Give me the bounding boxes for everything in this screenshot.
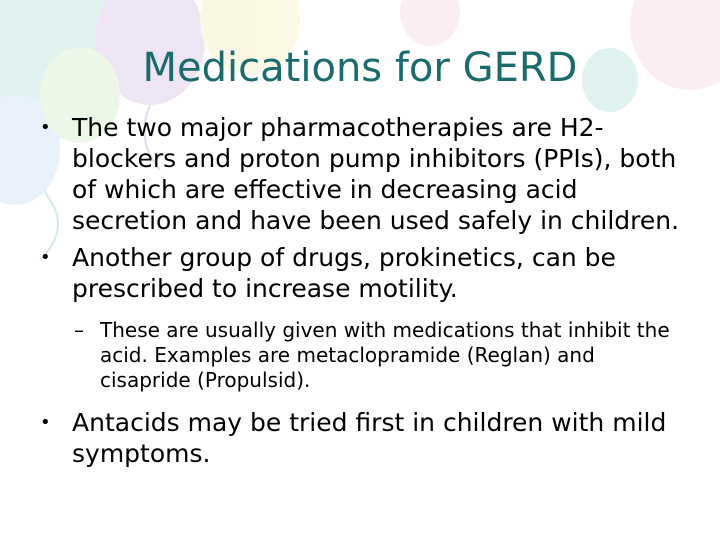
bullet-item	[40, 112, 690, 236]
bullet-text: Antacids may be tried first in children with mild symptoms.	[72, 408, 667, 468]
bullet-text: Another group of drugs, prokinetics, can be prescribed to increase motility.	[72, 243, 616, 303]
balloon-pink	[400, 0, 460, 46]
bullet-marker: •	[40, 247, 51, 268]
sub-bullet-text: These are usually given with medications that inhibit the acid. Examples are metaclopramide (Reglan) and cisapride (Propulsid).	[100, 318, 670, 392]
sub-bullet-marker: –	[74, 318, 84, 342]
bullet-item	[40, 407, 690, 469]
bullet-marker: •	[40, 412, 51, 433]
sub-bullet-item	[40, 318, 690, 393]
bullet-marker: •	[40, 117, 51, 138]
bullet-text: The two major pharmacotherapies are H2-blockers and proton pump inhibitors (PPIs), both of which are effective in decreasing acid secretion and have been used safely in children.	[72, 113, 680, 235]
slide-title: Medications for GERD	[142, 45, 578, 91]
bullet-list	[40, 112, 690, 469]
bullet-item	[40, 242, 690, 304]
